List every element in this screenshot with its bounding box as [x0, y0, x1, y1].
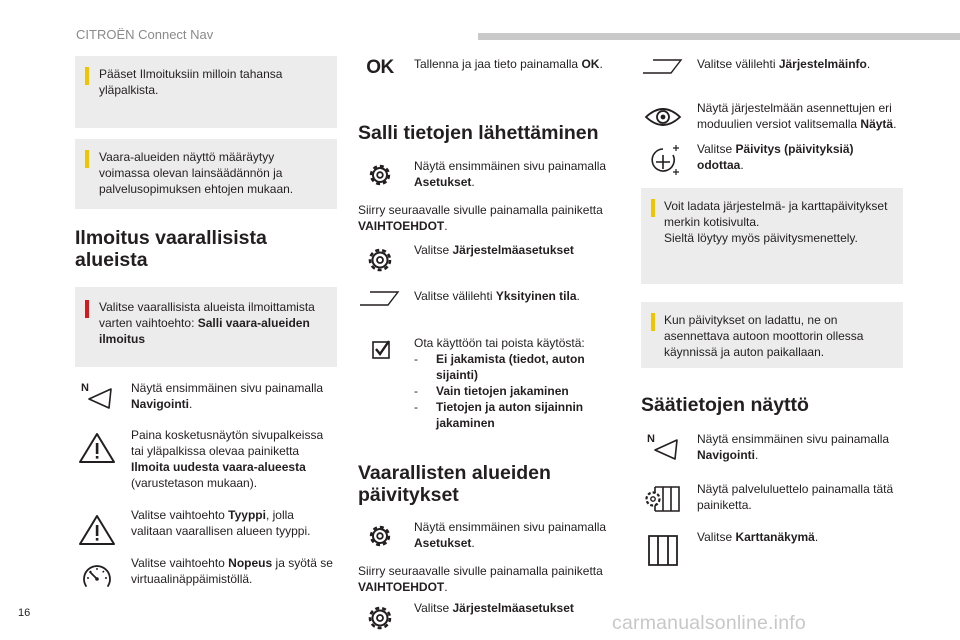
header-title: CITROËN Connect Nav — [76, 27, 214, 42]
note-text-2: Sieltä löytyy myös päivitysmenettely. — [664, 231, 858, 245]
column-3 — [641, 56, 903, 559]
step-bold: Karttanäkymä — [735, 530, 815, 544]
step-end: . — [599, 57, 603, 71]
step-end: . — [471, 175, 475, 189]
paragraph-options: Siirry seuraavalle sivulle painamalla painiketta VAIHTOEHDOT. — [358, 203, 603, 233]
gear-settings-icon — [358, 244, 402, 274]
note-text: Kun päivitykset on ladattu, ne on asennettava autoon moottorin ollessa käynnissä ja auton paikallaan. — [664, 313, 864, 359]
step-service-list — [641, 481, 903, 513]
step-text: Näytä ensimmäinen sivu painamalla — [131, 381, 324, 395]
step-text: Tallenna ja jaa tieto painamalla — [414, 57, 582, 71]
gear-icon — [358, 160, 402, 190]
note-marker — [651, 313, 655, 331]
step-view-versions — [641, 100, 903, 132]
warning-marker — [85, 300, 89, 318]
step-text: Valitse — [414, 601, 453, 615]
tab-icon — [641, 56, 685, 86]
section-heading-allow-data: Salli tietojen lähettäminen — [358, 122, 599, 144]
step-bold: Ilmoita uudesta vaara-alueesta — [131, 460, 306, 474]
step-text: Näytä ensimmäinen sivu painamalla — [697, 432, 890, 446]
svg-text:N: N — [647, 433, 655, 445]
checkbox-icon — [358, 335, 402, 365]
warning-box-danger-zones — [75, 287, 337, 367]
svg-text:N: N — [81, 382, 89, 394]
step-text: Valitse vaihtoehto — [131, 556, 229, 570]
step-navigation-weather — [641, 431, 903, 463]
step-text: Paina kosketusnäytön sivupalkeissa tai yläpalkissa olevaa painiketta — [131, 428, 324, 458]
step-end: . — [814, 530, 819, 544]
note-box-notifications — [75, 56, 337, 128]
note-marker — [85, 67, 89, 85]
step-end: . — [471, 536, 475, 550]
step-ok — [358, 56, 620, 86]
step-text: Valitse välilehti — [697, 57, 779, 71]
note-text: Voit ladata järjestelmä- ja karttapäivitykset merkin kotisivulta. — [664, 199, 888, 229]
step-bold: Yksityinen tila — [495, 289, 577, 303]
step-settings — [358, 158, 620, 190]
step-end: . — [866, 57, 871, 71]
header-bar — [478, 33, 960, 40]
step-type — [75, 507, 337, 539]
step-end: . — [576, 289, 580, 303]
note-box-download — [641, 188, 903, 284]
step-settings-2 — [358, 519, 620, 551]
list-item: - Tietojen ja auton sijainnin jakaminen — [414, 400, 584, 430]
note-text: Vaara-alueiden näyttö määräytyy voimassa olevan lainsäädännön ja palvelusopimuksen ehtojen mukaan. — [99, 150, 294, 196]
gear-icon — [358, 521, 402, 551]
list-item: - Ei jakamista (tiedot, auton sijainti) — [414, 352, 585, 382]
gear-settings-icon — [358, 602, 402, 632]
navigation-icon — [641, 431, 685, 461]
step-bold: Tyyppi — [228, 508, 266, 522]
step-bold: Navigointi — [131, 397, 190, 411]
option-list — [414, 351, 620, 431]
warning-option: Salli vaara-alueiden ilmoitus — [99, 316, 310, 346]
watermark[interactable]: carmanualsonline.info — [612, 612, 806, 634]
page-number: 16 — [18, 607, 31, 619]
step-navigation — [75, 380, 337, 412]
speedometer-icon — [75, 559, 119, 589]
step-bold: Järjestelmäinfo — [778, 57, 867, 71]
step-bold: Järjestelmäasetukset — [452, 243, 574, 257]
note-box-legislation — [75, 139, 337, 209]
step-pending-updates — [641, 141, 903, 173]
step-text: Näytä ensimmäinen sivu painamalla — [414, 520, 607, 534]
note-marker — [85, 150, 89, 168]
step-bold: Nopeus — [228, 556, 273, 570]
section-heading-danger-zone-alerts: Ilmoitus vaarallisista alueista — [75, 227, 267, 271]
step-end: . — [755, 448, 759, 462]
warning-text: Valitse vaarallisista alueista ilmoittamista varten vaihtoehto: — [99, 300, 315, 330]
step-bold: OK — [581, 57, 600, 71]
step-system-info — [641, 56, 903, 86]
step-end: . — [189, 397, 193, 411]
step-bold: Järjestelmäasetukset — [452, 601, 574, 615]
step-bold: Asetukset — [414, 175, 472, 189]
section-heading-weather: Säätietojen näyttö — [641, 394, 809, 416]
step-end: . — [893, 117, 897, 131]
step-map-view — [641, 529, 903, 559]
step-text-2: (varustetason mukaan). — [131, 476, 258, 490]
step-end: . — [740, 158, 744, 172]
warning-triangle-icon — [75, 431, 119, 461]
warning-triangle-icon — [75, 513, 119, 543]
note-box-install — [641, 302, 903, 368]
step-text: Näytä järjestelmään asennettujen eri moduulien versiot valitsemalla — [697, 101, 892, 131]
step-text: Ota käyttöön tai poista käytöstä: — [414, 336, 585, 350]
section-heading-zone-updates: Vaarallisten alueiden päivitykset — [358, 462, 551, 506]
step-text-2: , jolla valitaan vaarallisen alueen tyyppi. — [131, 508, 311, 538]
step-text: Valitse vaihtoehto — [131, 508, 229, 522]
note-text: Pääset Ilmoituksiin milloin tahansa yläpalkista. — [99, 67, 283, 97]
tab-icon — [358, 288, 402, 318]
note-marker — [651, 199, 655, 217]
map-gear-icon — [641, 483, 685, 513]
step-text: Valitse — [697, 142, 736, 156]
step-report-danger-zone — [75, 427, 337, 491]
step-bold: Asetukset — [414, 536, 472, 550]
column-1 — [75, 56, 337, 587]
eye-icon — [641, 104, 685, 134]
step-speed — [75, 555, 337, 587]
step-text-2: ja syötä se virtuaalinäppäimistöllä. — [131, 556, 333, 586]
step-bold: Navigointi — [697, 448, 756, 462]
step-private-mode — [358, 288, 620, 318]
step-system-settings — [358, 242, 620, 272]
map-icon — [641, 531, 685, 561]
step-text: Näytä ensimmäinen sivu painamalla — [414, 159, 607, 173]
step-bold: Näytä — [860, 117, 894, 131]
column-2 — [358, 56, 620, 630]
ok-button-icon: OK — [366, 57, 394, 78]
step-text: Valitse — [414, 243, 453, 257]
step-bold: Päivitys (päivityksiä) odottaa — [697, 142, 854, 172]
list-item: - Vain tietojen jakaminen — [414, 384, 569, 398]
step-text: Valitse välilehti — [414, 289, 496, 303]
navigation-icon — [75, 380, 119, 410]
step-text: Näytä palveluluettelo painamalla tätä painiketta. — [697, 482, 894, 512]
step-system-settings-2 — [358, 600, 620, 630]
update-icon — [641, 143, 685, 173]
paragraph-options-2: Siirry seuraavalle sivulle painamalla painiketta VAIHTOEHDOT. — [358, 564, 603, 594]
step-text: Valitse — [697, 530, 736, 544]
